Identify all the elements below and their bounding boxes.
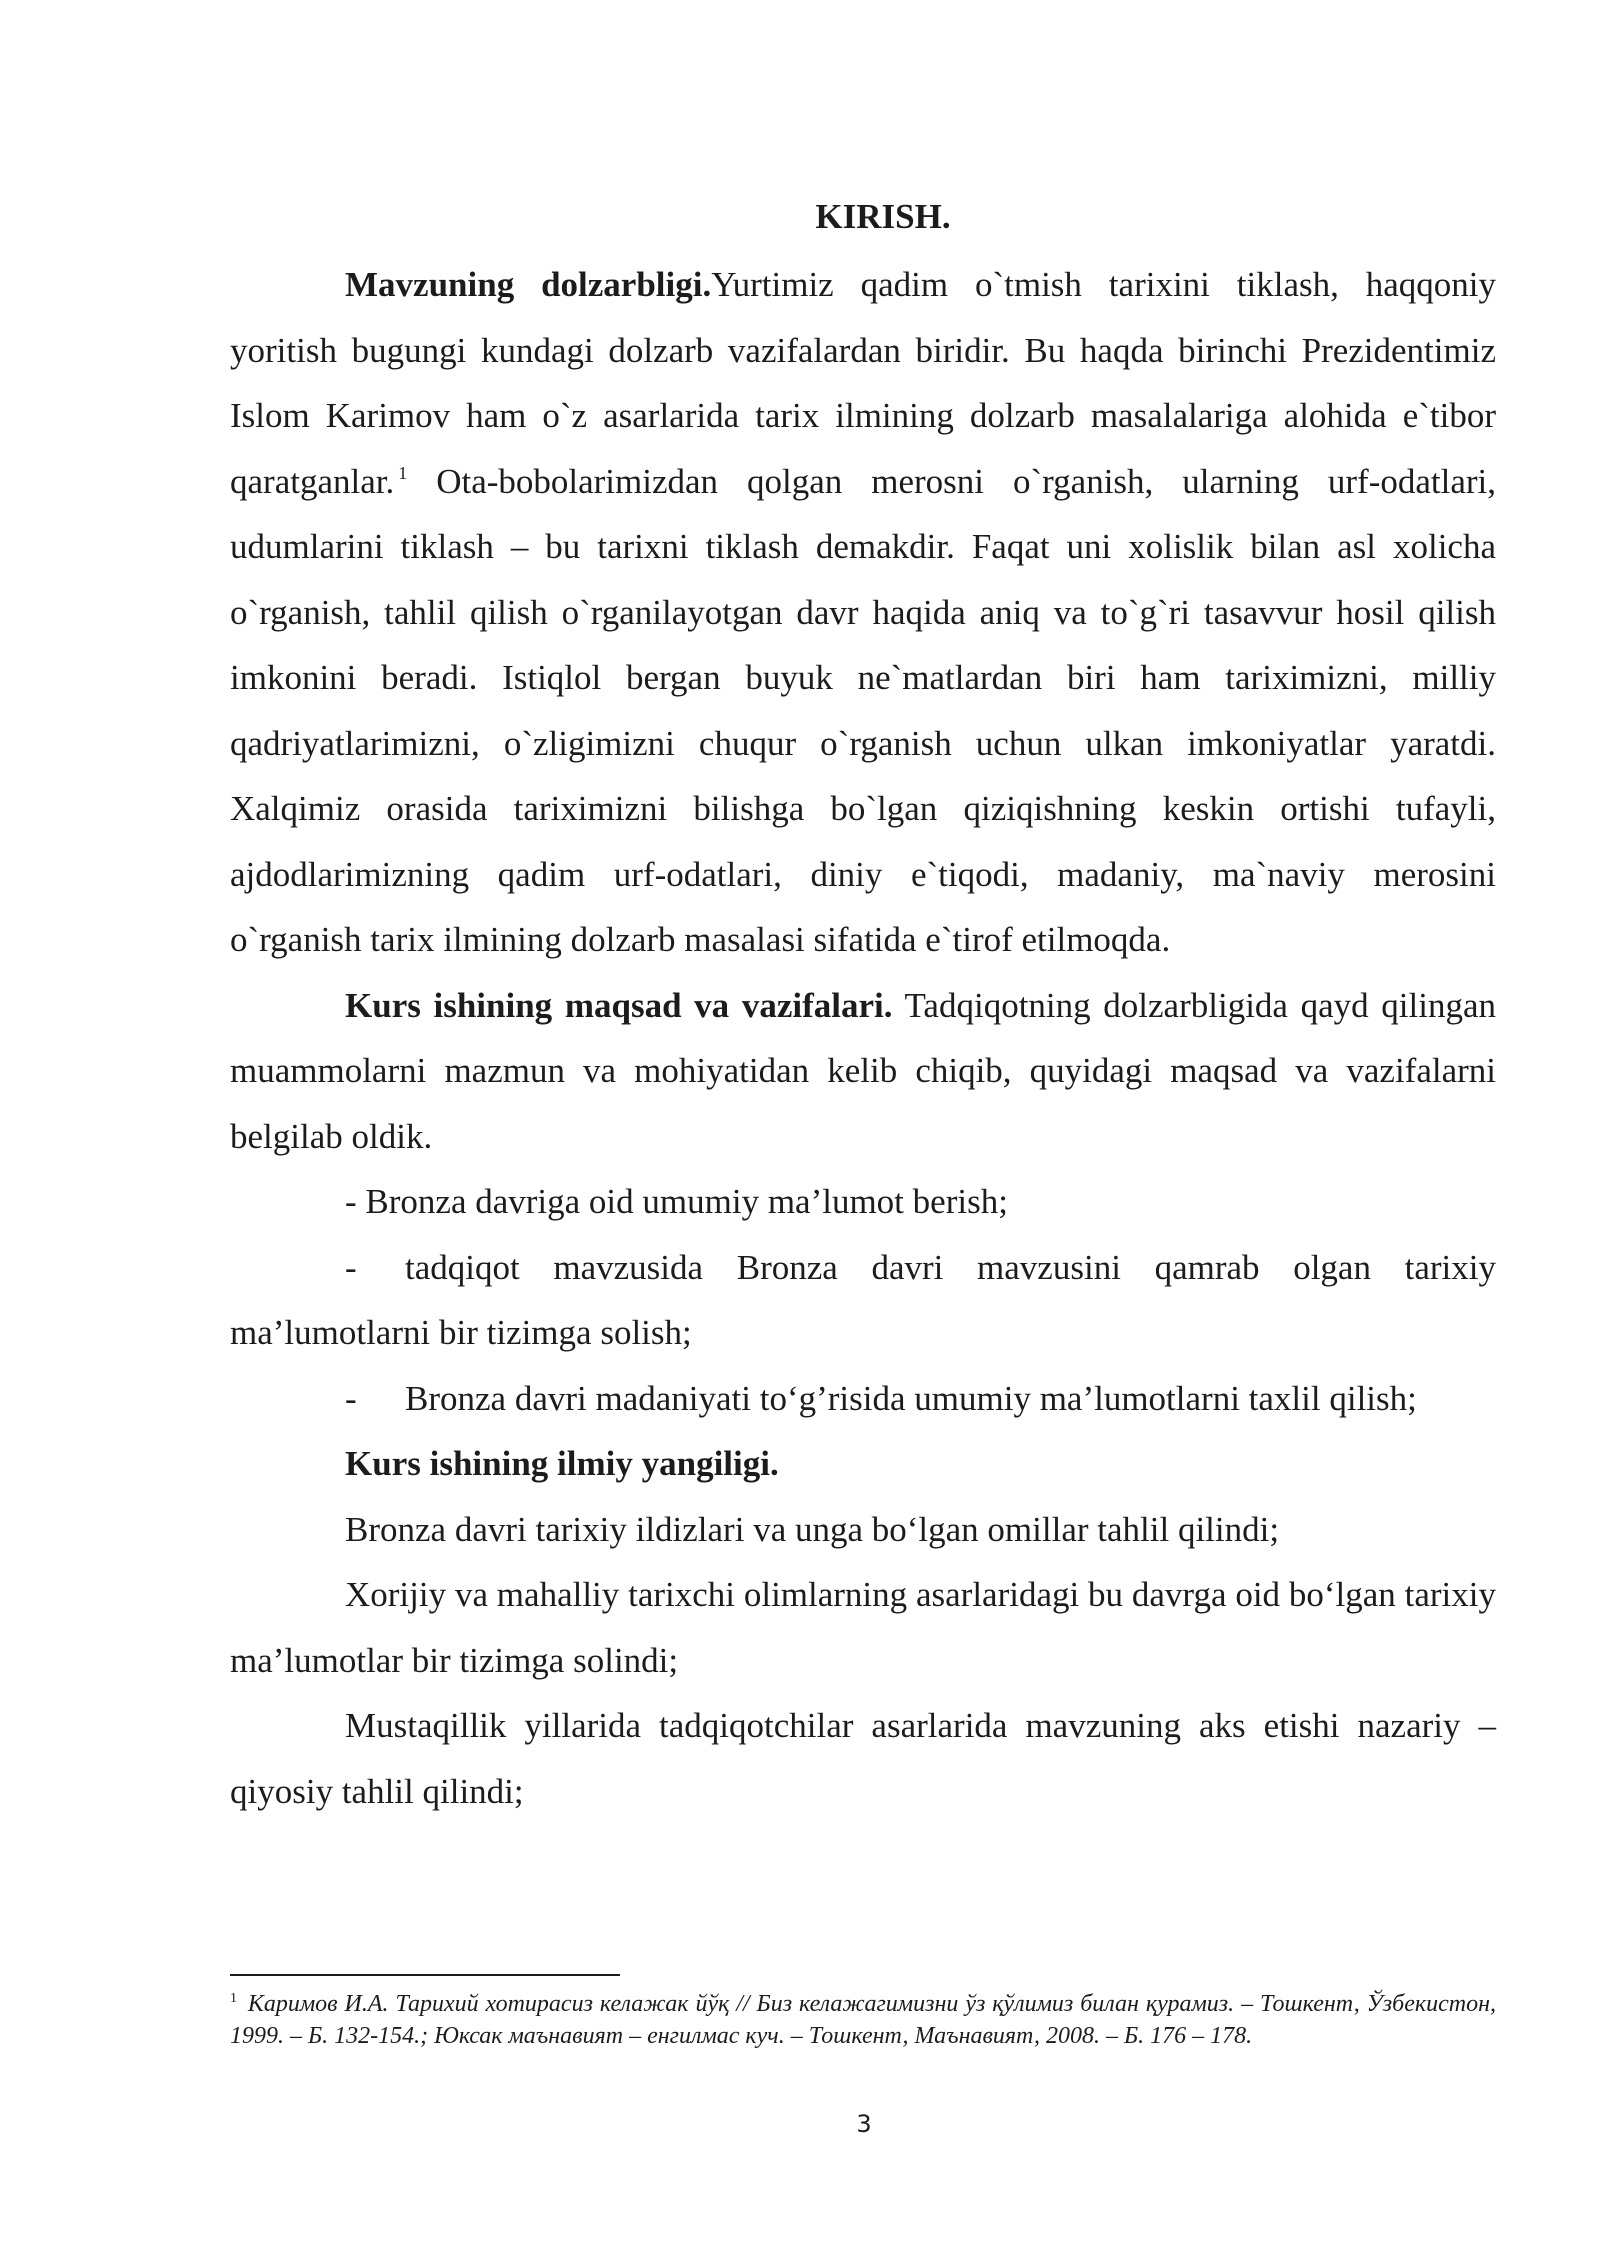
relevance-text: Yurtimiz qadim o`tmish tarixini tiklash, haqqoniy yoritish bugungi kundagi dolzarb vazifalardan biridir. Bu haqda birinchi Prezidentimiz Islom Karimov ham o`z asarlarida tarix ilmining dolzarb masalalariga alohida e`tibor qaratganlar.	[230, 265, 1496, 501]
footnote-marker: 1	[230, 1991, 237, 2006]
novelty-heading: Kurs ishining ilmiy yangiligi.	[345, 1444, 779, 1483]
page-number: 3	[856, 2110, 872, 2138]
document-body	[230, 190, 1496, 1824]
goal-item-text: tadqiqot mavzusida Bronza davri mavzusini qamrab olgan tarixiy ma’lumotlarni bir tizimga solish;	[230, 1247, 1496, 1352]
goals-text: Tadqiqotning dolzarbligida qayd qilingan muammolarni mazmun va mohiyatidan kelib chiqib, quyidagi maqsad va vazifalarni belgilab oldik.	[230, 985, 1496, 1156]
footnote-text: Каримов И.А. Тарихий хотирасиз келажак йўқ // Биз келажагимизни ўз қўлимиз билан қурамиз. – Тошкент, Ўзбекистон, 1999. – Б. 132-154.; Юксак маънавият – енгилмас куч. – Тошкент, Маънавият, 2008. – Б. 176 – 178.	[230, 1991, 1496, 2049]
relevance-heading: Mavzuning dolzarbligi.	[345, 265, 712, 304]
relevance-text-continued: Ota-bobolarimizdan qolgan merosni o`rganish, ularning urf-odatlari, udumlarini tiklash – bu tarixni tiklash demakdir. Faqat uni xolislik bilan asl xolicha o`rganish, tahlil qilish o`rganilayotgan davr haqida aniq va to`g`ri tasavvur hosil qilish imkonini beradi. Istiqlol bergan buyuk ne`matlardan biri ham tariximizni, milliy qadriyatlarimizni, o`zligimizni chuqur o`rganish uchun ulkan imkoniyatlar yaratdi. Xalqimiz orasida tariximizni bilishga bo`lgan qiziqishning keskin ortishi tufayli, ajdodlarimizning qadim urf-odatlari, diniy e`tiqodi, madaniy, ma`naviy merosini o`rganish tarix ilmining dolzarb masalasi sifatida e`tirof etilmoqda.	[230, 461, 1496, 959]
goal-item-text: Bronza davri madaniyati to‘g’risida umumiy ma’lumotlarni taxlil qilish;	[405, 1378, 1417, 1418]
goal-item-dash: -	[345, 1378, 357, 1418]
goals-heading: Kurs ishining maqsad va vazifalari.	[345, 985, 893, 1025]
footnote-reference[interactable]: 1	[398, 462, 408, 483]
novelty-paragraph: Bronza davri tarixiy ildizlari va unga bo‘lgan omillar tahlil qilindi;	[345, 1509, 1280, 1549]
novelty-paragraph: Xorijiy va mahalliy tarixchi olimlarning asarlaridagi bu davrga oid bo‘lgan tarixiy ma’lumotlar bir tizimga solindi;	[230, 1575, 1496, 1680]
footnote	[230, 1988, 1496, 2052]
goal-item	[230, 1169, 1496, 1235]
relevance-paragraph	[230, 252, 1496, 973]
goal-item-dash: -	[345, 1247, 357, 1287]
goals-paragraph	[230, 973, 1496, 1170]
goal-item	[230, 1235, 1496, 1366]
goal-item-dash: -	[345, 1182, 357, 1221]
goal-item	[230, 1366, 1496, 1432]
footnote-separator	[230, 1974, 620, 1976]
page-title: KIRISH.	[815, 197, 951, 236]
novelty-paragraph: Mustaqillik yillarida tadqiqotchilar asarlarida mavzuning aks etishi nazariy – qiyosiy tahlil qilindi;	[230, 1706, 1496, 1811]
goal-item-text: Bronza davriga oid umumiy ma’lumot berish;	[356, 1182, 1008, 1221]
